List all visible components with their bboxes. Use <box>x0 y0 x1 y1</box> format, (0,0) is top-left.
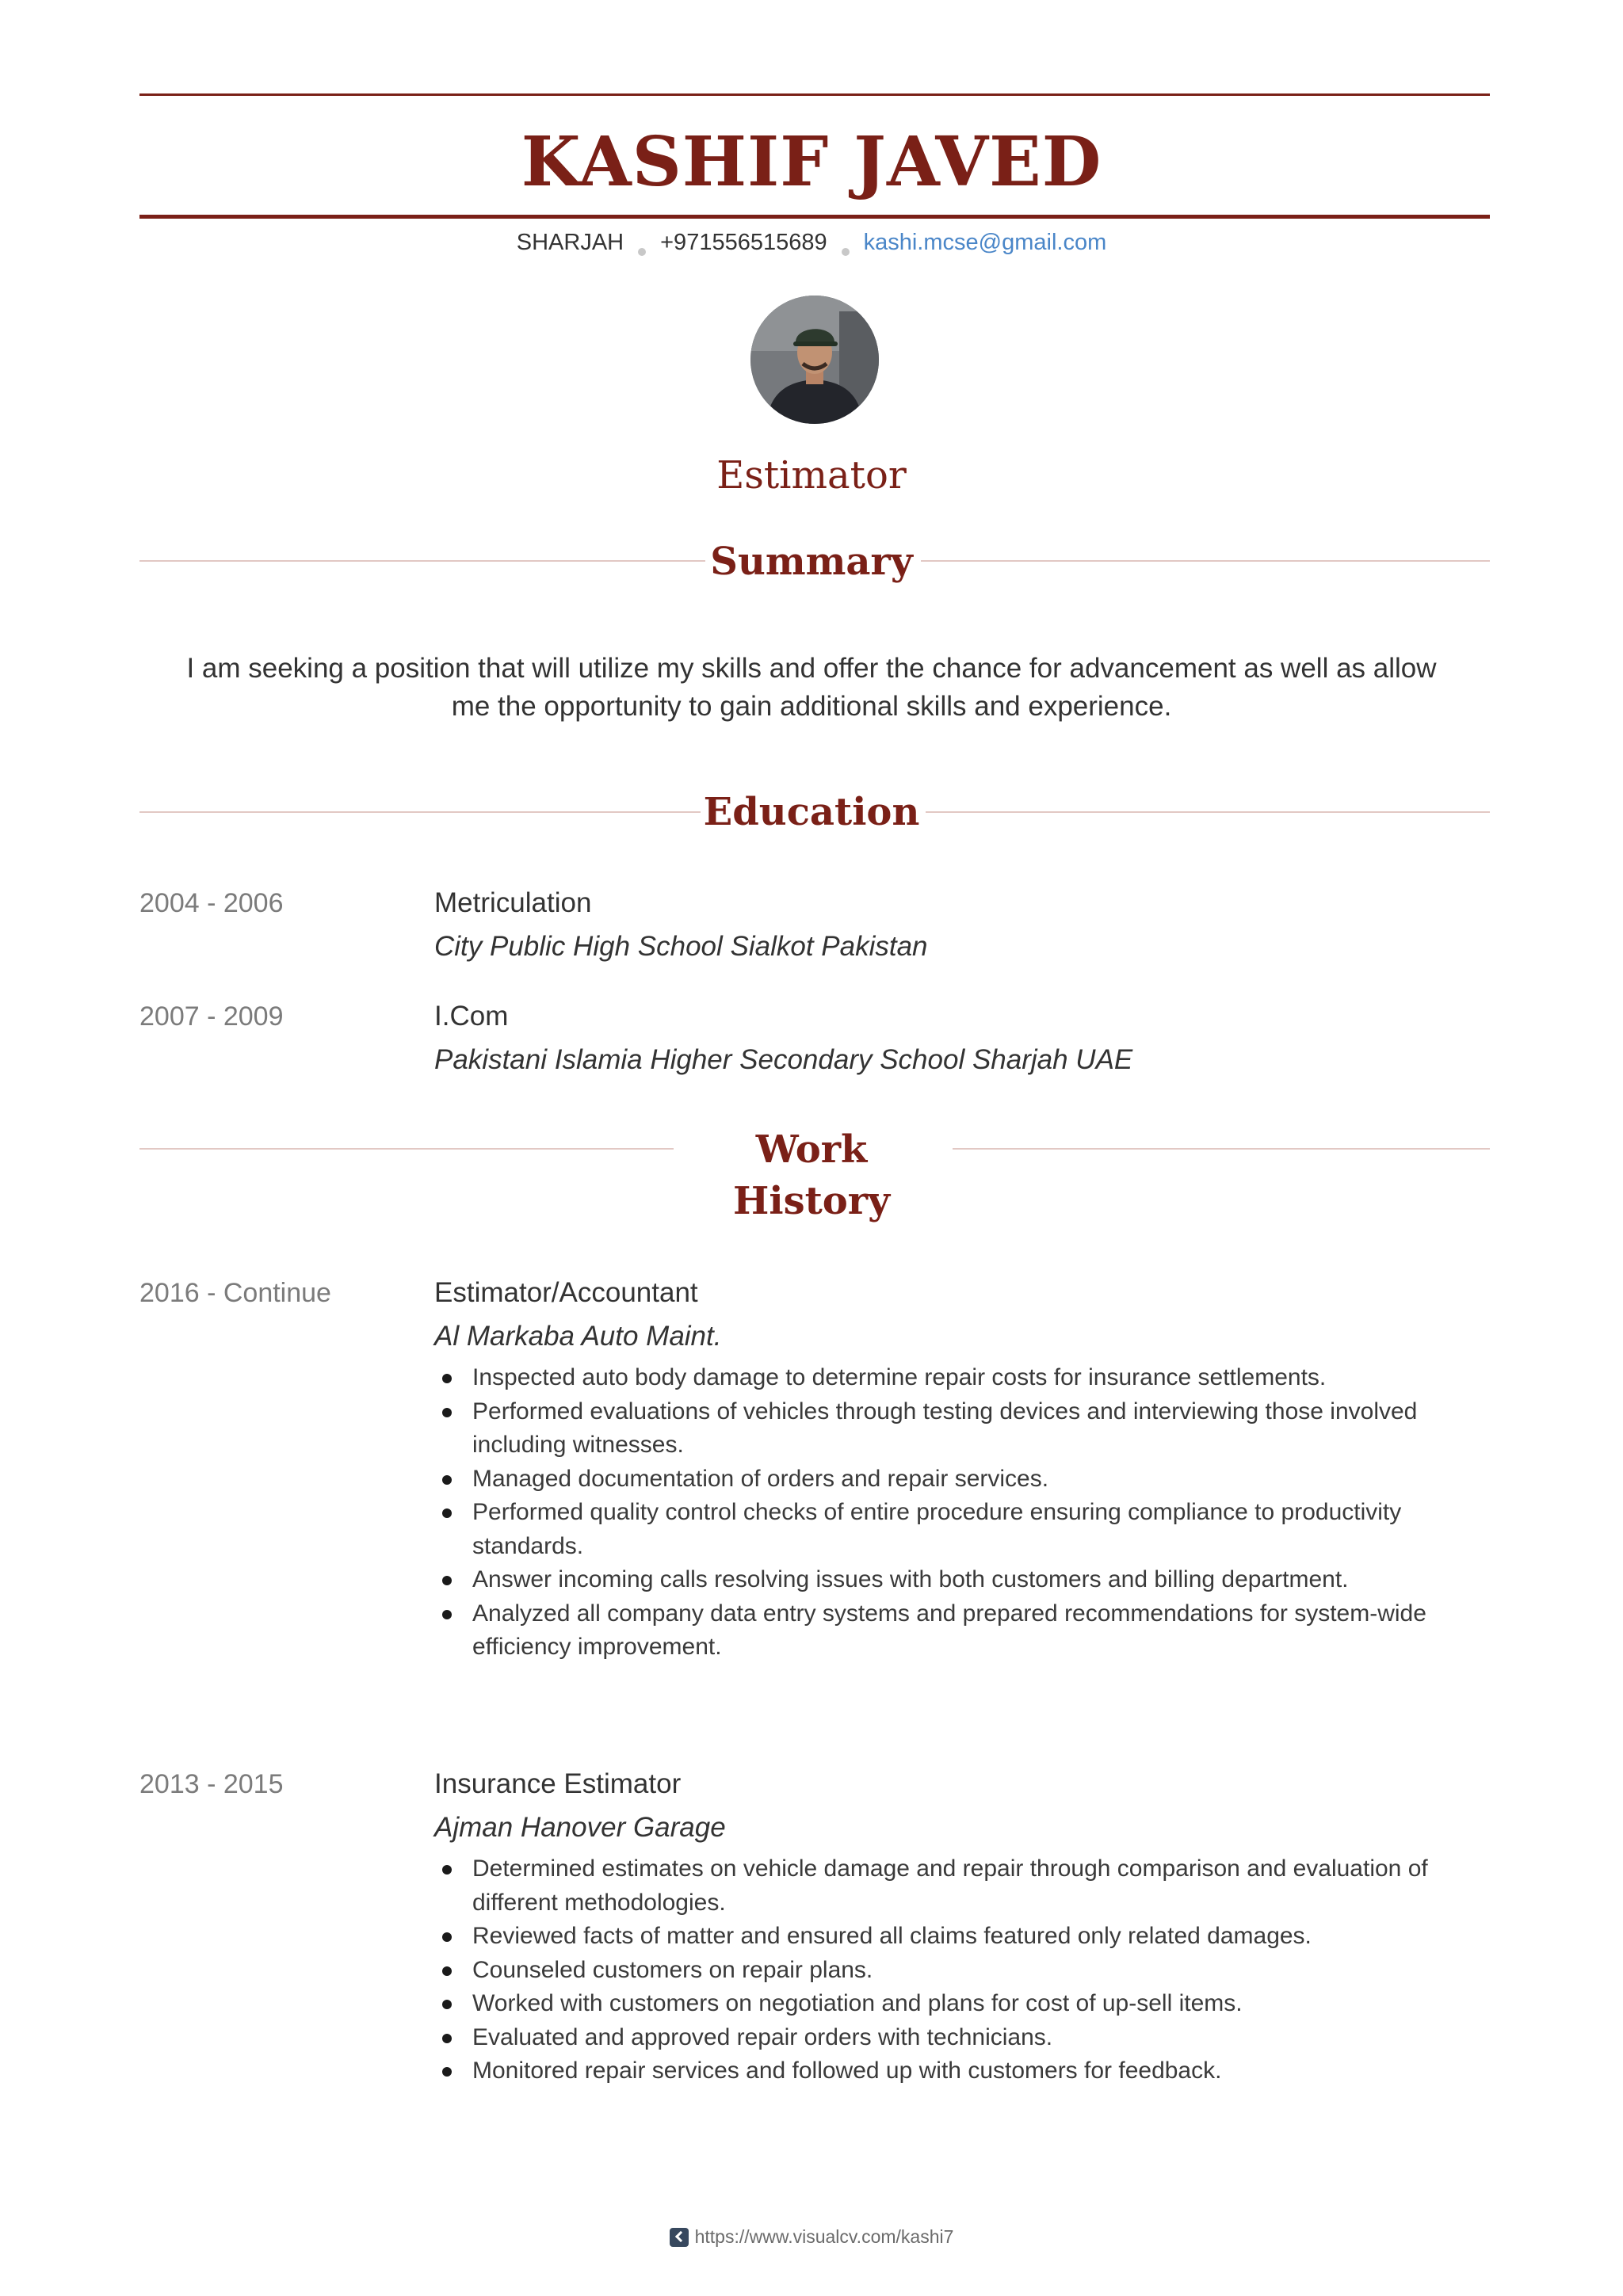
list-item: Monitored repair services and followed up with customers for feedback. <box>434 2054 1496 2088</box>
job-dates: 2013 - 2015 <box>139 1769 284 1799</box>
contact-line <box>0 225 1623 260</box>
footer <box>0 2223 1623 2250</box>
list-item: Evaluated and approved repair orders with technicians. <box>434 2021 1496 2055</box>
education-dates: 2004 - 2006 <box>139 888 284 918</box>
job-bullets <box>434 1361 1496 1665</box>
education-school: Pakistani Islamia Higher Secondary School Sharjah UAE <box>434 1044 1133 1075</box>
visualcv-logo-icon <box>670 2228 689 2247</box>
list-item: Determined estimates on vehicle damage and repair through comparison and evaluation of different methodologies. <box>434 1852 1496 1920</box>
contact-phone: +971556515689 <box>660 230 827 255</box>
list-item: Analyzed all company data entry systems and prepared recommendations for system-wide efficiency improvement. <box>434 1597 1496 1665</box>
separator-dot-icon <box>842 248 850 256</box>
job-company: Al Markaba Auto Maint. <box>434 1321 722 1352</box>
list-item: Inspected auto body damage to determine repair costs for insurance settlements. <box>434 1361 1496 1395</box>
profile-photo-image <box>750 296 879 424</box>
education-degree: I.Com <box>434 1001 509 1032</box>
contact-city: SHARJAH <box>516 230 624 255</box>
list-item: Reviewed facts of matter and ensured all claims featured only related damages. <box>434 1920 1496 1954</box>
job-company: Ajman Hanover Garage <box>434 1812 726 1843</box>
profile-photo <box>750 296 879 424</box>
list-item: Managed documentation of orders and repair services. <box>434 1463 1496 1497</box>
top-rule <box>139 93 1490 96</box>
candidate-name: KASHIF JAVED <box>521 122 1102 202</box>
job-title: Insurance Estimator <box>434 1768 682 1799</box>
job-dates: 2016 - Continue <box>139 1278 331 1308</box>
education-degree: Metriculation <box>434 887 592 918</box>
summary-text: I am seeking a position that will utilize my skills and offer the chance for advancement as well as allow me the opportunity to gain additional skills and experience. <box>186 653 1437 722</box>
separator-dot-icon <box>638 248 646 256</box>
job-title: Estimator/Accountant <box>434 1277 698 1308</box>
education-dates: 2007 - 2009 <box>139 1001 284 1032</box>
list-item: Worked with customers on negotiation and plans for cost of up-sell items. <box>434 1987 1496 2021</box>
education-school: City Public High School Sialkot Pakistan <box>434 931 928 962</box>
list-item: Counseled customers on repair plans. <box>434 1954 1496 1988</box>
list-item: Performed evaluations of vehicles through testing devices and interviewing those involved including witnesses. <box>434 1395 1496 1463</box>
list-item: Performed quality control checks of entire procedure ensuring compliance to productivity standards. <box>434 1496 1496 1563</box>
name-rule <box>139 215 1490 219</box>
summary-heading: Summary <box>710 540 913 584</box>
job-bullets <box>434 1852 1496 2088</box>
work-heading-line2: History <box>733 1179 890 1223</box>
profile-url-link[interactable]: https://www.visualcv.com/kashi7 <box>694 2226 954 2247</box>
education-heading: Education <box>703 790 920 834</box>
job-headline: Estimator <box>716 453 907 498</box>
contact-email-link[interactable]: kashi.mcse@gmail.com <box>863 230 1107 255</box>
work-heading-line1: Work <box>755 1127 868 1172</box>
list-item: Answer incoming calls resolving issues with both customers and billing department. <box>434 1563 1496 1597</box>
